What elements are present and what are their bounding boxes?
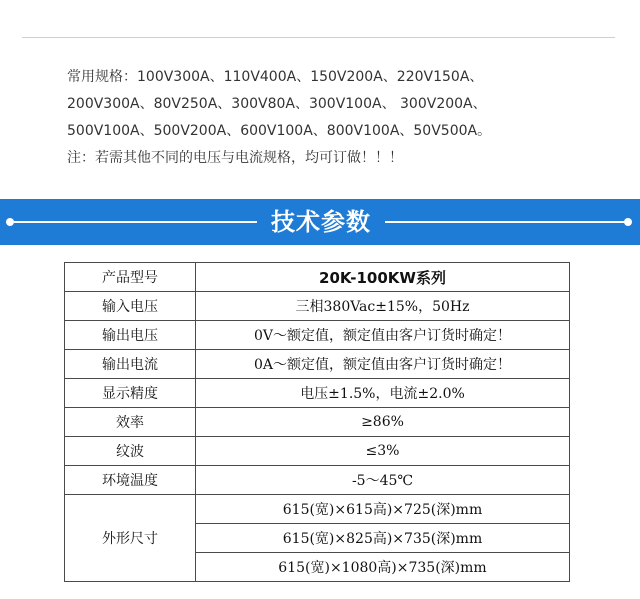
banner-line-right	[385, 221, 626, 223]
row-label: 显示精度	[65, 379, 196, 408]
row-value: 20K-100KW系列	[196, 263, 570, 292]
row-value: 电压±1.5%，电流±2.0%	[196, 379, 570, 408]
row-label: 产品型号	[65, 263, 196, 292]
table-row	[65, 466, 570, 495]
section-title: 技术参数	[271, 208, 371, 236]
table-row	[65, 408, 570, 437]
row-label: 纹波	[65, 437, 196, 466]
table-row	[65, 350, 570, 379]
spec-note: 注：若需其他不同的电压与电流规格，均可订做！！！	[67, 150, 403, 166]
row-label: 输出电压	[65, 321, 196, 350]
dimension-value: 615(宽)×825高)×735(深)mm	[196, 524, 570, 553]
row-label: 输出电流	[65, 350, 196, 379]
spec-line: 常用规格：100V300A、110V400A、150V200A、220V150A、	[67, 69, 484, 85]
dimension-value: 615(宽)×1080高)×735(深)mm	[196, 553, 570, 582]
row-label: 输入电压	[65, 292, 196, 321]
table-row	[65, 263, 570, 292]
row-value: 0A～额定值，额定值由客户订货时确定！	[196, 350, 570, 379]
spec-line: 200V300A、80V250A、300V80A、300V100A、 300V200A、	[67, 96, 487, 112]
dimension-value: 615(宽)×615高)×725(深)mm	[196, 495, 570, 524]
banner-line-left	[14, 221, 257, 223]
banner-dot-left	[6, 218, 14, 226]
table-row	[65, 379, 570, 408]
row-value: 三相380Vac±15%，50Hz	[196, 292, 570, 321]
spec-line: 500V100A、500V200A、600V100A、800V100A、50V500A。	[67, 123, 492, 139]
row-value: 0V～额定值，额定值由客户订货时确定！	[196, 321, 570, 350]
row-value: ≥86%	[196, 408, 570, 437]
top-divider	[22, 37, 615, 38]
common-specs	[67, 64, 607, 172]
table-row	[65, 292, 570, 321]
banner-dot-right	[624, 218, 632, 226]
tech-params-table	[64, 262, 570, 582]
row-label: 环境温度	[65, 466, 196, 495]
table-row	[65, 495, 570, 524]
table-row	[65, 321, 570, 350]
row-value: -5～45℃	[196, 466, 570, 495]
section-banner	[0, 199, 640, 245]
row-value: ≤3%	[196, 437, 570, 466]
table-row	[65, 437, 570, 466]
row-label: 外形尺寸	[65, 495, 196, 582]
row-label: 效率	[65, 408, 196, 437]
